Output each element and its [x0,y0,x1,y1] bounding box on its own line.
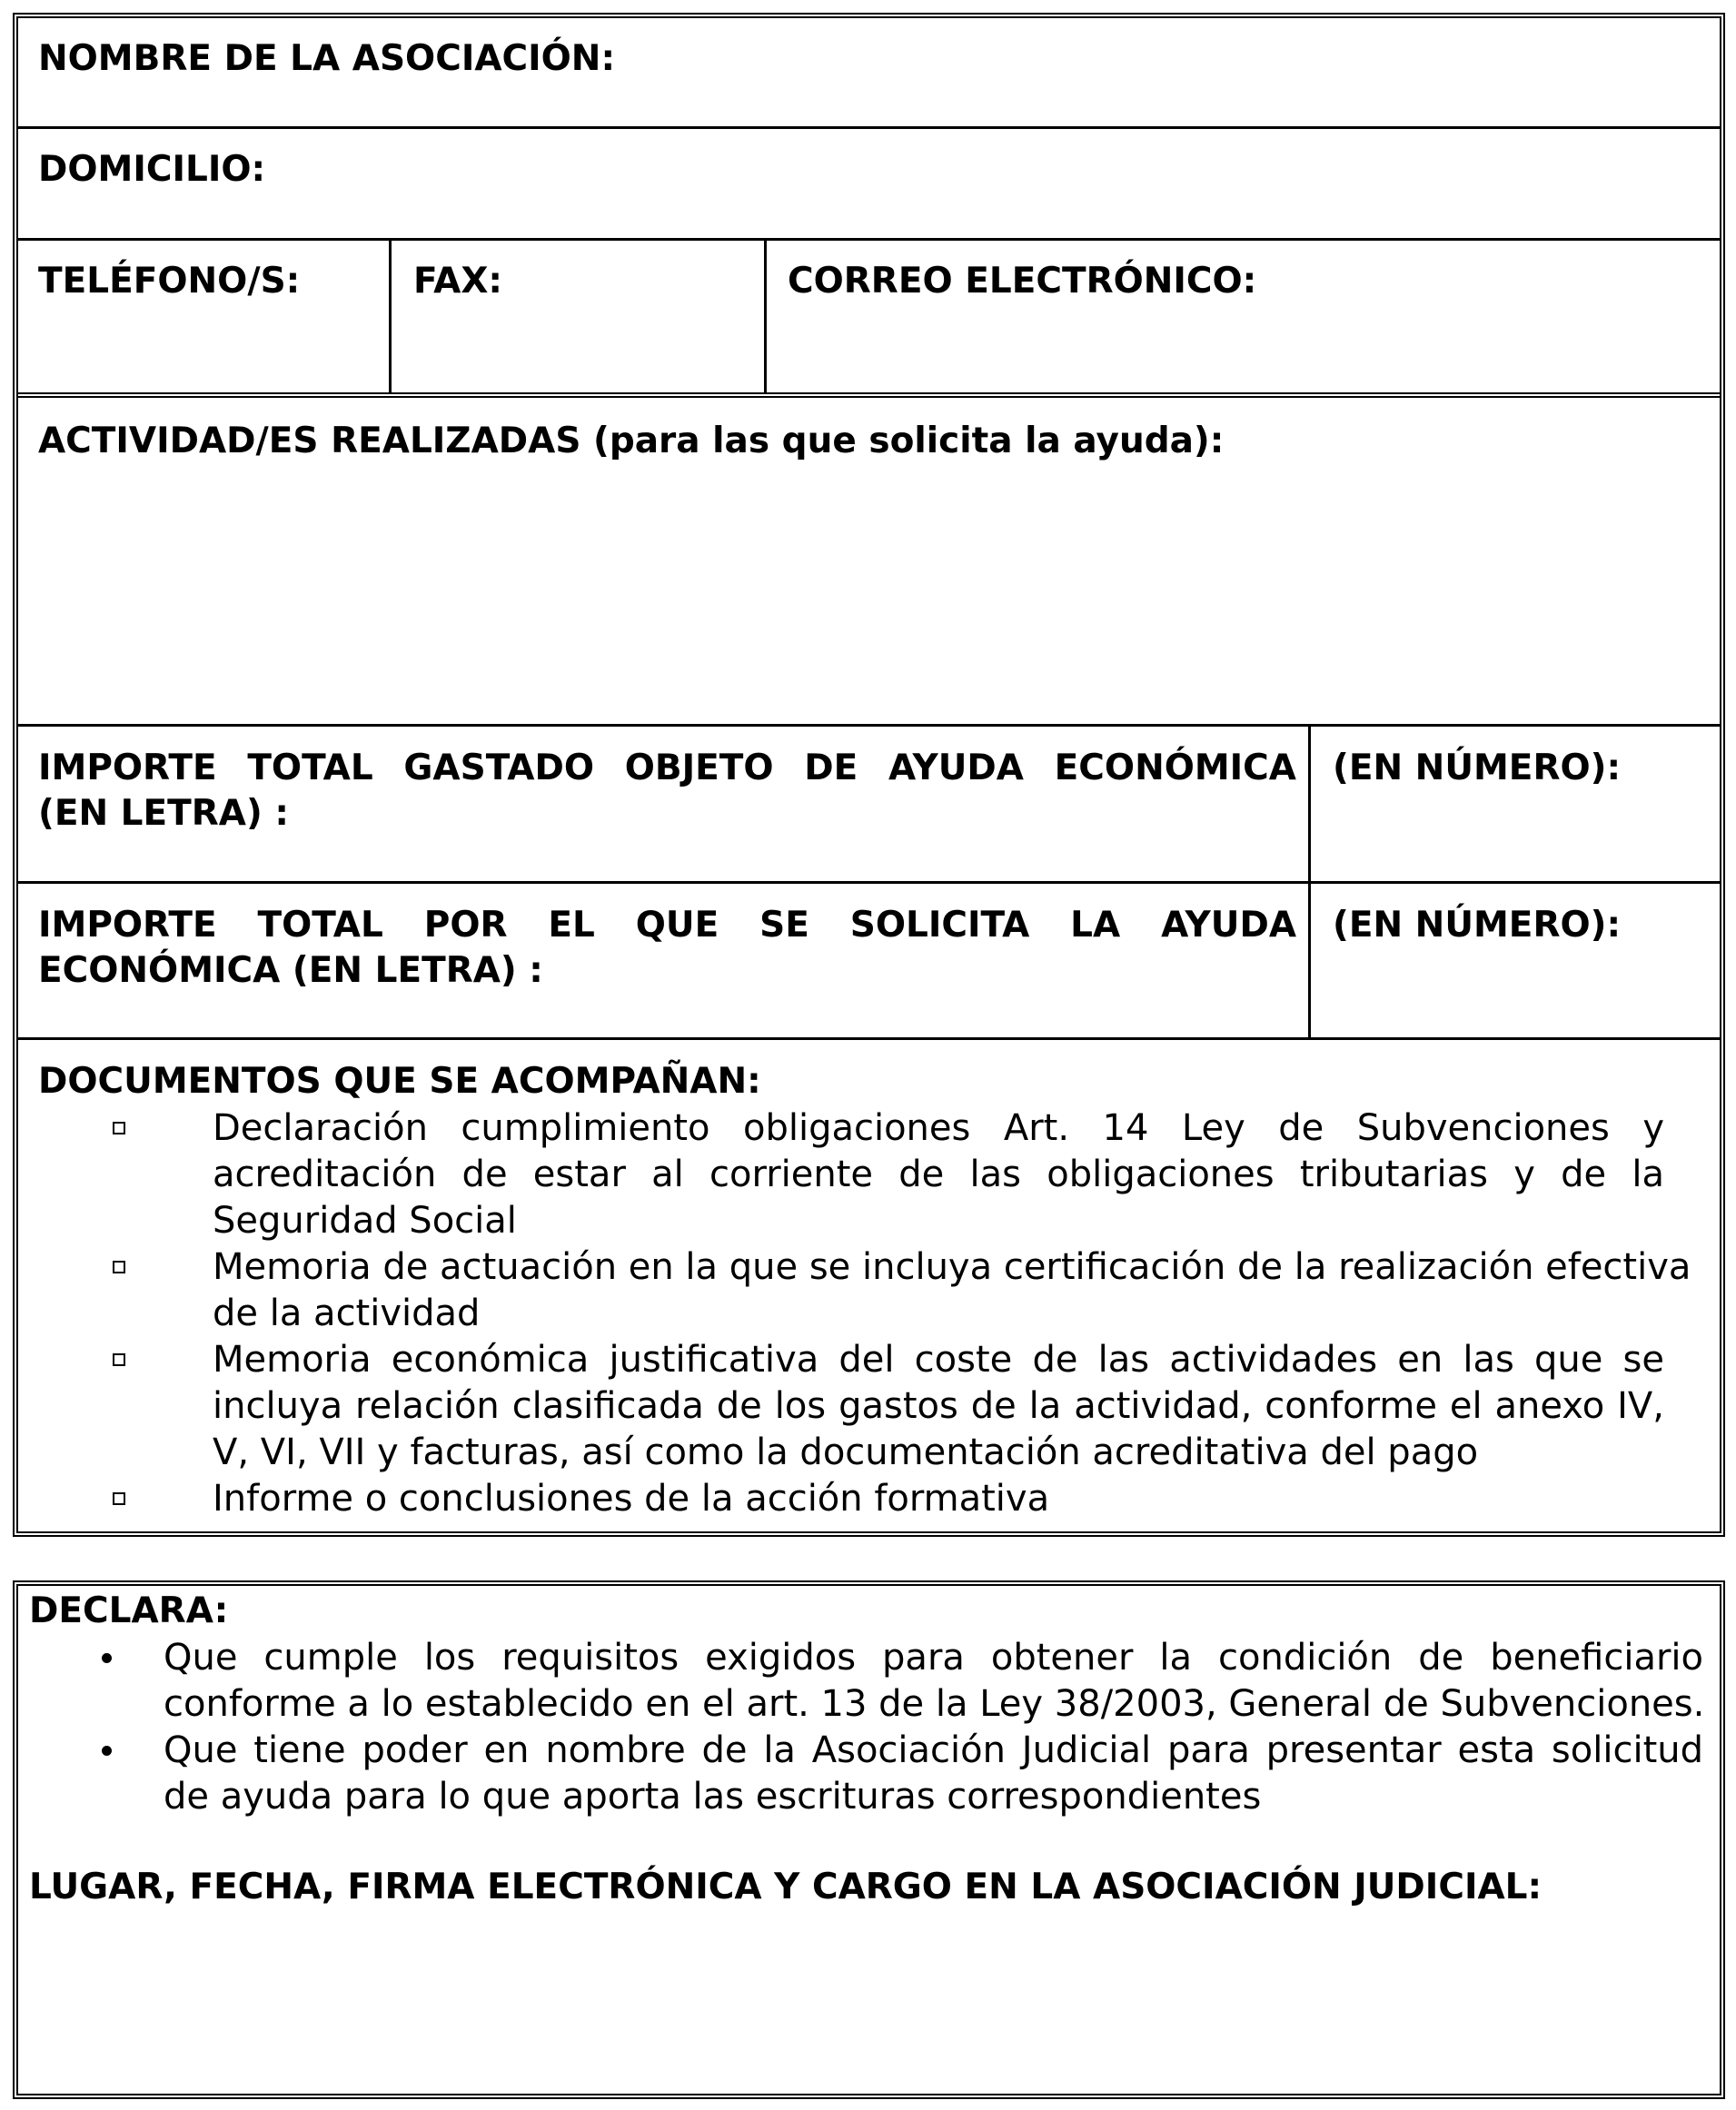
nombre-asociacion-label: NOMBRE DE LA ASOCIACIÓN: [38,38,616,79]
domicilio-label: DOMICILIO: [38,149,266,190]
importe-gastado-label [38,746,1296,837]
documento-item [213,1337,1664,1476]
documentos-list [213,1105,1691,1522]
fax-label: FAX: [413,261,503,302]
importe-solicita-numero-label: (EN NÚMERO): [1333,905,1622,946]
checkbox-square-icon[interactable] [113,1122,125,1134]
declara-title: DECLARA: [29,1590,229,1631]
telefono-label: TELÉFONO/S: [38,261,301,302]
importe-gastado-numero-label: (EN NÚMERO): [1333,748,1622,788]
documento-text-line: V, VI, VII y facturas, así como la documentación acreditativa del pago [213,1431,1479,1473]
documento-item [213,1476,1664,1522]
bullet-icon [102,1653,112,1663]
documentos-label: DOCUMENTOS QUE SE ACOMPAÑAN: [38,1061,761,1102]
checkbox-square-icon[interactable] [113,1353,125,1366]
row-divider-actividades [18,724,1720,727]
importe-gastado-label-line: IMPORTE TOTAL GASTADO OBJETO DE AYUDA ECONÓMICA [38,748,1296,788]
documento-text-line: acreditación de estar al corriente de las obligaciones tributarias y de la [213,1154,1664,1195]
row-divider-importe-solicita [18,1037,1720,1040]
col-divider-telefono [389,238,392,394]
documento-text-line: Informe o conclusiones de la acción formativa [213,1478,1050,1520]
declara-text-line: Que cumple los requisitos exigidos para obtener la condición de beneficiario [164,1637,1703,1679]
documento-text-line: Memoria económica justificativa del coste de las actividades en las que se [213,1339,1664,1381]
documento-text-line: Memoria de actuación en la que se incluya certificación de la realización efectiva [213,1246,1691,1288]
declara-text-line: de ayuda para lo que aporta las escrituras correspondientes [164,1776,1262,1818]
row-divider-nombre [18,126,1720,129]
actividades-label: ACTIVIDAD/ES REALIZADAS (para las que solicita la ayuda): [38,421,1225,461]
col-divider-importe [1308,724,1311,1040]
documento-text-line: Declaración cumplimiento obligaciones Art. 14 Ley de Subvenciones y [213,1107,1664,1149]
row-divider-domicilio [18,238,1720,241]
documento-item [213,1105,1664,1244]
declara-list [164,1635,1703,1820]
importe-solicita-label-line: IMPORTE TOTAL POR EL QUE SE SOLICITA LA AYUDA [38,905,1296,946]
declara-text-line: Que tiene poder en nombre de la Asociación Judicial para presentar esta solicitud [164,1729,1703,1771]
documento-text-line: de la actividad [213,1293,481,1334]
documento-item [213,1244,1691,1337]
importe-solicita-label-line: ECONÓMICA (EN LETRA) : [38,950,543,991]
bullet-icon [102,1746,112,1756]
importe-solicita-label [38,903,1296,994]
col-divider-fax [764,238,767,394]
declara-item [164,1728,1703,1820]
checkbox-square-icon[interactable] [113,1261,125,1273]
declara-item [164,1635,1703,1728]
declara-text-line: conforme a lo establecido en el art. 13 de la Ley 38/2003, General de Subvenciones. [164,1683,1705,1725]
checkbox-square-icon[interactable] [113,1492,125,1505]
documento-text-line: Seguridad Social [213,1200,517,1242]
correo-electronico-label: CORREO ELECTRÓNICO: [788,261,1257,302]
row-divider-contacto [18,392,1720,398]
importe-gastado-label-line: (EN LETRA) : [38,793,289,834]
row-divider-importe-gastado [18,881,1720,884]
firma-label: LUGAR, FECHA, FIRMA ELECTRÓNICA Y CARGO EN LA ASOCIACIÓN JUDICIAL: [29,1867,1543,1907]
documento-text-line: incluya relación clasificada de los gastos de la actividad, conforme el anexo IV, [213,1385,1664,1427]
